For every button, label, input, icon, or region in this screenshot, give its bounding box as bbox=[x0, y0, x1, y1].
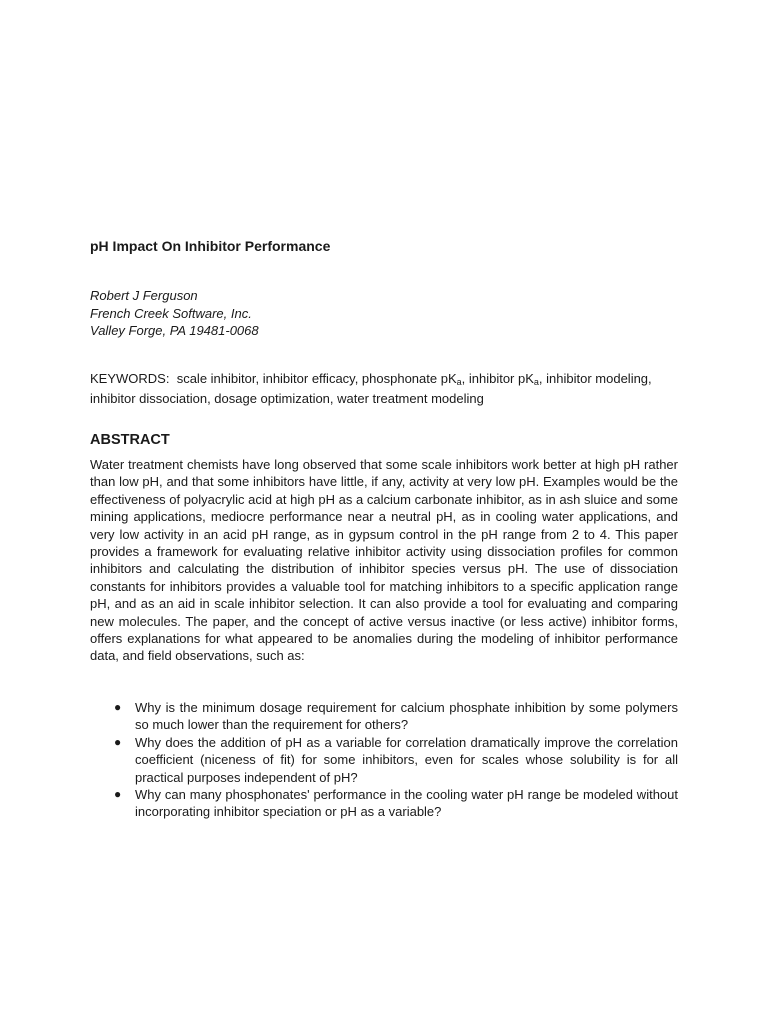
keywords-subscript-2: a bbox=[533, 377, 539, 387]
author-company: French Creek Software, Inc. bbox=[90, 305, 252, 321]
list-item bbox=[90, 699, 678, 734]
list-item-text: Why can many phosphonates' performance in the cooling water pH range be modeled without incorporating inhibitor speciation or pH as a variable? bbox=[135, 787, 678, 820]
abstract-body: Water treatment chemists have long observed that some scale inhibitors work better at high pH rather than low pH, and that some inhibitors have little, if any, activity at very low pH. Examples would be the effectiveness of polyacrylic acid at high pH as a calcium carbonate inhibitor, as in ash sluice and some mining applications, mediocre performance near a neutral pH, as in cooling water applications, and very low activity in an acid pH range, as in gypsum control in the pH range from 2 to 4. This paper provides a framework for evaluating relative inhibitor activity using dissociation profiles for common inhibitors and calculating the distribution of inhibitor species versus pH. The use of dissociation constants for inhibitors provides a valuable tool for matching inhibitors to a specific application range pH, and as an aid in scale inhibitor selection. It can also provide a tool for evaluating and comparing new molecules. The paper, and the concept of active versus inactive (or less active) inhibitor forms, offers explanations for what appeared to be anomalies during the modeling of inhibitor performance data, and field observations, such as: bbox=[90, 457, 678, 664]
list-item bbox=[90, 786, 678, 821]
list-item bbox=[90, 734, 678, 786]
author-address: Valley Forge, PA 19481-0068 bbox=[90, 323, 259, 338]
keywords-label: KEYWORDS: bbox=[90, 371, 170, 386]
document-page bbox=[90, 0, 678, 1024]
keywords-subscript-1: a bbox=[456, 377, 462, 387]
list-item-text: Why does the addition of pH as a variable for correlation dramatically improve the correlation coefficient (niceness of fit) for some inhibitors, even for scales whose solubility is for all practical purposes independent of pH? bbox=[135, 734, 678, 785]
author-block bbox=[90, 287, 259, 340]
keywords-text-part1: scale inhibitor, inhibitor efficacy, phosphonate pK bbox=[176, 371, 457, 386]
bullet-icon: ● bbox=[114, 700, 122, 714]
keywords-text-part3: , inhibitor modeling, inhibitor dissociation, dosage optimization, water treatment modeling bbox=[90, 371, 652, 406]
bullet-icon: ● bbox=[114, 734, 122, 749]
list-item-text: Why is the minimum dosage requirement for calcium phosphate inhibition by some polymers so much lower than the requirement for others? bbox=[135, 700, 678, 733]
question-list bbox=[90, 699, 678, 821]
keywords-text-part2: , inhibitor pK bbox=[461, 371, 534, 386]
author-name: Robert J Ferguson bbox=[90, 288, 198, 303]
bullet-icon: ● bbox=[114, 787, 122, 802]
abstract-heading: ABSTRACT bbox=[90, 432, 170, 448]
paper-title: pH Impact On Inhibitor Performance bbox=[90, 238, 331, 254]
keywords-block bbox=[90, 369, 678, 409]
